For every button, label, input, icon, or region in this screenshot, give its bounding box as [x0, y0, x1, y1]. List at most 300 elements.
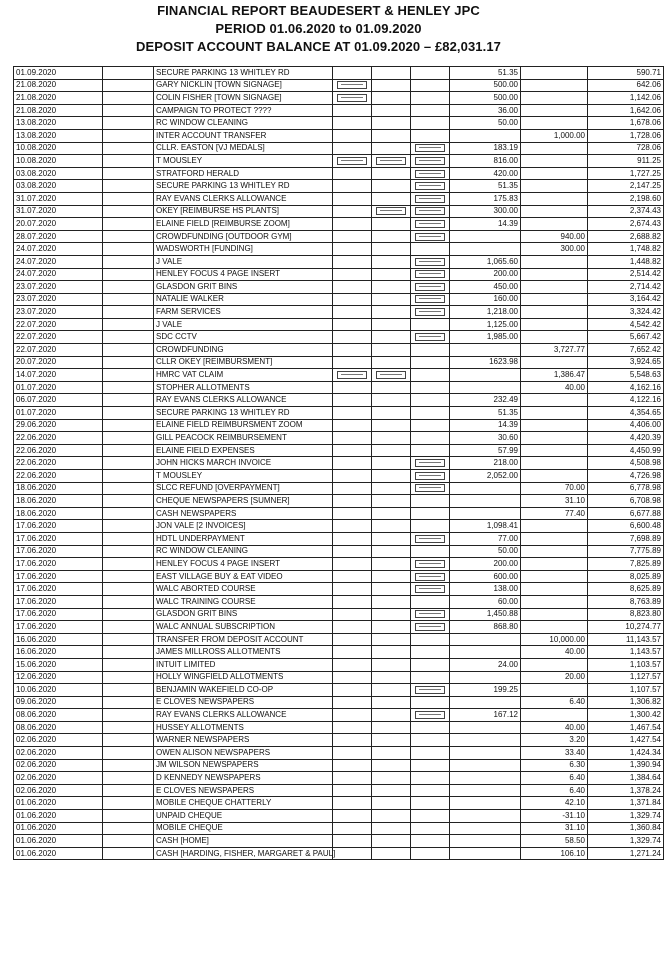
table-row	[14, 79, 664, 92]
row-date: 18.06.2020	[14, 495, 103, 508]
row-payment	[450, 835, 521, 848]
row-ref	[103, 419, 154, 432]
row-description: BENJAMIN WAKEFIELD CO-OP	[154, 684, 333, 697]
row-receipt: 20.00	[521, 671, 588, 684]
row-ref	[103, 608, 154, 621]
signature-cell	[372, 369, 411, 382]
row-balance: 8,763.89	[588, 595, 664, 608]
signature-cell	[372, 117, 411, 130]
row-balance: 1,748.82	[588, 243, 664, 256]
signature-cell	[372, 218, 411, 231]
row-date: 24.07.2020	[14, 268, 103, 281]
signature-stamp-icon	[415, 233, 445, 241]
signature-cell	[411, 243, 450, 256]
row-ref	[103, 394, 154, 407]
row-ref	[103, 721, 154, 734]
row-ref	[103, 180, 154, 193]
row-payment	[450, 759, 521, 772]
row-date: 01.06.2020	[14, 822, 103, 835]
row-date: 20.07.2020	[14, 356, 103, 369]
row-date: 24.07.2020	[14, 255, 103, 268]
table-row	[14, 532, 664, 545]
signature-cell	[411, 507, 450, 520]
signature-cell	[333, 92, 372, 105]
signature-cell	[411, 167, 450, 180]
row-balance: 1,107.57	[588, 684, 664, 697]
row-receipt: 10,000.00	[521, 633, 588, 646]
row-date: 12.06.2020	[14, 671, 103, 684]
table-row	[14, 633, 664, 646]
signature-stamp-icon	[376, 157, 406, 165]
row-balance: 4,354.65	[588, 407, 664, 420]
row-description: WALC ABORTED COURSE	[154, 583, 333, 596]
row-description: RC WINDOW CLEANING	[154, 545, 333, 558]
row-receipt	[521, 281, 588, 294]
signature-cell	[333, 268, 372, 281]
signature-cell	[411, 117, 450, 130]
table-row	[14, 558, 664, 571]
row-date: 21.08.2020	[14, 92, 103, 105]
row-date: 17.06.2020	[14, 532, 103, 545]
row-receipt: 3,727.77	[521, 344, 588, 357]
row-date: 20.07.2020	[14, 218, 103, 231]
signature-cell	[333, 318, 372, 331]
signature-cell	[333, 671, 372, 684]
row-ref	[103, 167, 154, 180]
signature-cell	[372, 747, 411, 760]
row-payment: 1,098.41	[450, 520, 521, 533]
row-ref	[103, 747, 154, 760]
signature-cell	[372, 507, 411, 520]
row-payment: 1,218.00	[450, 306, 521, 319]
table-row	[14, 394, 664, 407]
row-balance: 642.06	[588, 79, 664, 92]
signature-cell	[411, 558, 450, 571]
row-receipt: 940.00	[521, 230, 588, 243]
row-balance: 4,162.16	[588, 381, 664, 394]
signature-stamp-icon	[415, 157, 445, 165]
signature-cell	[411, 797, 450, 810]
signature-cell	[372, 306, 411, 319]
row-date: 03.08.2020	[14, 180, 103, 193]
row-receipt	[521, 218, 588, 231]
table-row	[14, 734, 664, 747]
signature-cell	[372, 608, 411, 621]
signature-cell	[372, 595, 411, 608]
row-date: 22.07.2020	[14, 318, 103, 331]
row-payment: 868.80	[450, 621, 521, 634]
signature-cell	[411, 595, 450, 608]
signature-cell	[411, 293, 450, 306]
signature-cell	[333, 759, 372, 772]
signature-cell	[411, 67, 450, 80]
signature-cell	[411, 92, 450, 105]
table-row	[14, 331, 664, 344]
row-receipt	[521, 470, 588, 483]
signature-stamp-icon	[415, 585, 445, 593]
row-date: 01.09.2020	[14, 67, 103, 80]
signature-cell	[372, 520, 411, 533]
row-ref	[103, 810, 154, 823]
table-row	[14, 381, 664, 394]
row-receipt	[521, 407, 588, 420]
row-ref	[103, 381, 154, 394]
row-ref	[103, 369, 154, 382]
signature-cell	[333, 180, 372, 193]
row-payment: 51.35	[450, 180, 521, 193]
row-balance: 3,164.42	[588, 293, 664, 306]
row-receipt: 40.00	[521, 721, 588, 734]
row-payment: 1,125.00	[450, 318, 521, 331]
row-description: RAY EVANS CLERKS ALLOWANCE	[154, 192, 333, 205]
row-date: 22.06.2020	[14, 432, 103, 445]
row-payment	[450, 344, 521, 357]
table-row	[14, 684, 664, 697]
row-balance: 4,542.42	[588, 318, 664, 331]
report-title: FINANCIAL REPORT BEAUDESERT & HENLEY JPC	[157, 3, 480, 18]
table-row	[14, 129, 664, 142]
signature-cell	[333, 432, 372, 445]
row-receipt: 31.10	[521, 822, 588, 835]
signature-cell	[372, 407, 411, 420]
signature-cell	[411, 633, 450, 646]
row-payment: 500.00	[450, 79, 521, 92]
row-receipt	[521, 570, 588, 583]
ledger-table	[13, 66, 664, 860]
row-date: 22.06.2020	[14, 470, 103, 483]
signature-cell	[372, 331, 411, 344]
row-receipt	[521, 117, 588, 130]
signature-cell	[411, 180, 450, 193]
row-description: J VALE	[154, 255, 333, 268]
signature-cell	[411, 381, 450, 394]
row-description: WADSWORTH [FUNDING]	[154, 243, 333, 256]
signature-cell	[333, 747, 372, 760]
row-description: SECURE PARKING 13 WHITLEY RD	[154, 180, 333, 193]
row-payment: 200.00	[450, 268, 521, 281]
table-row	[14, 507, 664, 520]
row-payment	[450, 797, 521, 810]
signature-cell	[372, 482, 411, 495]
row-date: 21.08.2020	[14, 104, 103, 117]
row-balance: 7,652.42	[588, 344, 664, 357]
row-description: CLLR. EASTON [VJ MEDALS]	[154, 142, 333, 155]
table-row	[14, 482, 664, 495]
signature-stamp-icon	[415, 207, 445, 215]
signature-cell	[411, 255, 450, 268]
row-description: GILL PEACOCK REIMBURSEMENT	[154, 432, 333, 445]
signature-cell	[411, 520, 450, 533]
signature-cell	[372, 658, 411, 671]
signature-cell	[333, 721, 372, 734]
table-row	[14, 293, 664, 306]
signature-cell	[411, 810, 450, 823]
row-receipt: 1,386.47	[521, 369, 588, 382]
row-description: MOBILE CHEQUE CHATTERLY	[154, 797, 333, 810]
row-ref	[103, 243, 154, 256]
row-receipt: 3.20	[521, 734, 588, 747]
signature-cell	[372, 621, 411, 634]
row-ref	[103, 142, 154, 155]
table-row	[14, 595, 664, 608]
signature-cell	[411, 671, 450, 684]
row-description: CHEQUE NEWSPAPERS [SUMNER]	[154, 495, 333, 508]
signature-stamp-icon	[415, 144, 445, 152]
row-balance: 6,600.48	[588, 520, 664, 533]
row-description: GLASDON GRIT BINS	[154, 281, 333, 294]
row-balance: 1,678.06	[588, 117, 664, 130]
row-balance: 4,122.16	[588, 394, 664, 407]
row-payment: 51.35	[450, 407, 521, 420]
signature-cell	[372, 570, 411, 583]
row-date: 22.06.2020	[14, 457, 103, 470]
signature-cell	[372, 67, 411, 80]
row-ref	[103, 482, 154, 495]
row-date: 09.06.2020	[14, 696, 103, 709]
table-row	[14, 721, 664, 734]
signature-cell	[372, 255, 411, 268]
row-receipt	[521, 92, 588, 105]
row-description: HDTL UNDERPAYMENT	[154, 532, 333, 545]
signature-cell	[333, 331, 372, 344]
row-date: 13.08.2020	[14, 117, 103, 130]
row-description: HENLEY FOCUS 4 PAGE INSERT	[154, 558, 333, 571]
row-date: 01.07.2020	[14, 381, 103, 394]
row-balance: 1,424.34	[588, 747, 664, 760]
signature-cell	[411, 356, 450, 369]
row-balance: 3,924.65	[588, 356, 664, 369]
row-receipt	[521, 155, 588, 168]
signature-cell	[372, 457, 411, 470]
row-ref	[103, 595, 154, 608]
row-date: 22.07.2020	[14, 331, 103, 344]
row-payment: 14.39	[450, 419, 521, 432]
signature-cell	[411, 192, 450, 205]
row-balance: 1,300.42	[588, 709, 664, 722]
signature-cell	[372, 268, 411, 281]
signature-stamp-icon	[415, 560, 445, 568]
signature-cell	[372, 381, 411, 394]
row-description: OKEY [REIMBURSE HS PLANTS]	[154, 205, 333, 218]
signature-cell	[372, 356, 411, 369]
row-receipt	[521, 419, 588, 432]
signature-cell	[372, 92, 411, 105]
signature-cell	[372, 444, 411, 457]
signature-cell	[372, 155, 411, 168]
row-receipt	[521, 520, 588, 533]
row-balance: 1,371.84	[588, 797, 664, 810]
signature-cell	[372, 281, 411, 294]
row-receipt: 1,000.00	[521, 129, 588, 142]
signature-stamp-icon	[337, 94, 367, 102]
row-payment	[450, 129, 521, 142]
signature-cell	[411, 684, 450, 697]
row-balance: 3,324.42	[588, 306, 664, 319]
signature-stamp-icon	[415, 459, 445, 467]
signature-cell	[372, 847, 411, 860]
row-description: CASH [HOME]	[154, 835, 333, 848]
row-ref	[103, 684, 154, 697]
row-payment: 200.00	[450, 558, 521, 571]
signature-cell	[333, 255, 372, 268]
table-row	[14, 281, 664, 294]
signature-cell	[333, 407, 372, 420]
signature-cell	[411, 709, 450, 722]
table-row	[14, 104, 664, 117]
signature-stamp-icon	[415, 270, 445, 278]
row-ref	[103, 633, 154, 646]
signature-cell	[372, 142, 411, 155]
row-receipt	[521, 205, 588, 218]
signature-cell	[333, 734, 372, 747]
row-receipt: 106.10	[521, 847, 588, 860]
row-ref	[103, 558, 154, 571]
signature-cell	[411, 230, 450, 243]
row-balance: 1,103.57	[588, 658, 664, 671]
table-row	[14, 205, 664, 218]
signature-cell	[372, 192, 411, 205]
row-description: FARM SERVICES	[154, 306, 333, 319]
signature-cell	[333, 810, 372, 823]
signature-stamp-icon	[415, 484, 445, 492]
signature-cell	[372, 495, 411, 508]
signature-cell	[333, 67, 372, 80]
row-ref	[103, 583, 154, 596]
row-date: 23.07.2020	[14, 306, 103, 319]
row-receipt	[521, 167, 588, 180]
signature-stamp-icon	[415, 711, 445, 719]
table-row	[14, 847, 664, 860]
row-date: 16.06.2020	[14, 646, 103, 659]
row-balance: 4,726.98	[588, 470, 664, 483]
row-date: 01.06.2020	[14, 847, 103, 860]
signature-cell	[411, 142, 450, 155]
row-receipt	[521, 684, 588, 697]
row-payment: 24.00	[450, 658, 521, 671]
row-ref	[103, 759, 154, 772]
signature-cell	[372, 432, 411, 445]
table-row	[14, 230, 664, 243]
row-receipt: 31.10	[521, 495, 588, 508]
signature-cell	[411, 658, 450, 671]
row-receipt	[521, 255, 588, 268]
table-row	[14, 180, 664, 193]
row-description: TRANSFER FROM DEPOSIT ACCOUNT	[154, 633, 333, 646]
row-description: CASH [HARDING, FISHER, MARGARET & PAUL]	[154, 847, 333, 860]
signature-cell	[333, 495, 372, 508]
table-row	[14, 797, 664, 810]
table-row	[14, 92, 664, 105]
signature-cell	[333, 192, 372, 205]
row-balance: 1,727.25	[588, 167, 664, 180]
signature-cell	[411, 835, 450, 848]
signature-stamp-icon	[337, 157, 367, 165]
row-receipt	[521, 79, 588, 92]
row-ref	[103, 318, 154, 331]
row-description: ELAINE FIELD [REIMBURSE ZOOM]	[154, 218, 333, 231]
signature-cell	[372, 810, 411, 823]
row-payment	[450, 721, 521, 734]
row-payment: 30.60	[450, 432, 521, 445]
row-date: 31.07.2020	[14, 205, 103, 218]
signature-cell	[411, 318, 450, 331]
signature-cell	[411, 155, 450, 168]
row-receipt	[521, 306, 588, 319]
row-ref	[103, 545, 154, 558]
row-payment: 183.19	[450, 142, 521, 155]
row-payment	[450, 495, 521, 508]
row-receipt	[521, 356, 588, 369]
row-receipt	[521, 608, 588, 621]
row-date: 01.06.2020	[14, 797, 103, 810]
row-date: 17.06.2020	[14, 545, 103, 558]
row-date: 02.06.2020	[14, 747, 103, 760]
signature-cell	[411, 344, 450, 357]
signature-cell	[333, 419, 372, 432]
signature-cell	[411, 331, 450, 344]
signature-cell	[333, 608, 372, 621]
row-description: J VALE	[154, 318, 333, 331]
signature-cell	[411, 369, 450, 382]
row-ref	[103, 457, 154, 470]
signature-cell	[372, 104, 411, 117]
signature-cell	[411, 608, 450, 621]
row-description: ELAINE FIELD EXPENSES	[154, 444, 333, 457]
row-date: 24.07.2020	[14, 243, 103, 256]
row-date: 31.07.2020	[14, 192, 103, 205]
row-ref	[103, 356, 154, 369]
signature-cell	[372, 180, 411, 193]
row-balance: 5,548.63	[588, 369, 664, 382]
signature-cell	[333, 696, 372, 709]
signature-cell	[411, 432, 450, 445]
row-payment: 77.00	[450, 532, 521, 545]
signature-cell	[372, 772, 411, 785]
row-ref	[103, 444, 154, 457]
row-description: CASH NEWSPAPERS	[154, 507, 333, 520]
signature-cell	[372, 532, 411, 545]
row-date: 17.06.2020	[14, 558, 103, 571]
row-receipt: 6.40	[521, 696, 588, 709]
signature-stamp-icon	[337, 371, 367, 379]
table-row	[14, 218, 664, 231]
row-payment	[450, 243, 521, 256]
row-ref	[103, 331, 154, 344]
row-ref	[103, 495, 154, 508]
row-description: SLCC REFUND [OVERPAYMENT]	[154, 482, 333, 495]
row-ref	[103, 344, 154, 357]
signature-stamp-icon	[415, 283, 445, 291]
signature-cell	[411, 268, 450, 281]
row-payment	[450, 734, 521, 747]
table-row	[14, 155, 664, 168]
signature-cell	[411, 281, 450, 294]
row-balance: 1,143.57	[588, 646, 664, 659]
row-balance: 1,306.82	[588, 696, 664, 709]
table-row	[14, 759, 664, 772]
report-period: PERIOD 01.06.2020 to 01.09.2020	[215, 21, 422, 36]
table-row	[14, 255, 664, 268]
row-description: INTER ACCOUNT TRANSFER	[154, 129, 333, 142]
row-payment	[450, 847, 521, 860]
row-balance: 1,271.24	[588, 847, 664, 860]
deposit-balance: DEPOSIT ACCOUNT BALANCE AT 01.09.2020 – £82,031.17	[135, 39, 502, 54]
table-row	[14, 243, 664, 256]
table-row	[14, 369, 664, 382]
table-row	[14, 470, 664, 483]
row-ref	[103, 671, 154, 684]
row-date: 17.06.2020	[14, 583, 103, 596]
